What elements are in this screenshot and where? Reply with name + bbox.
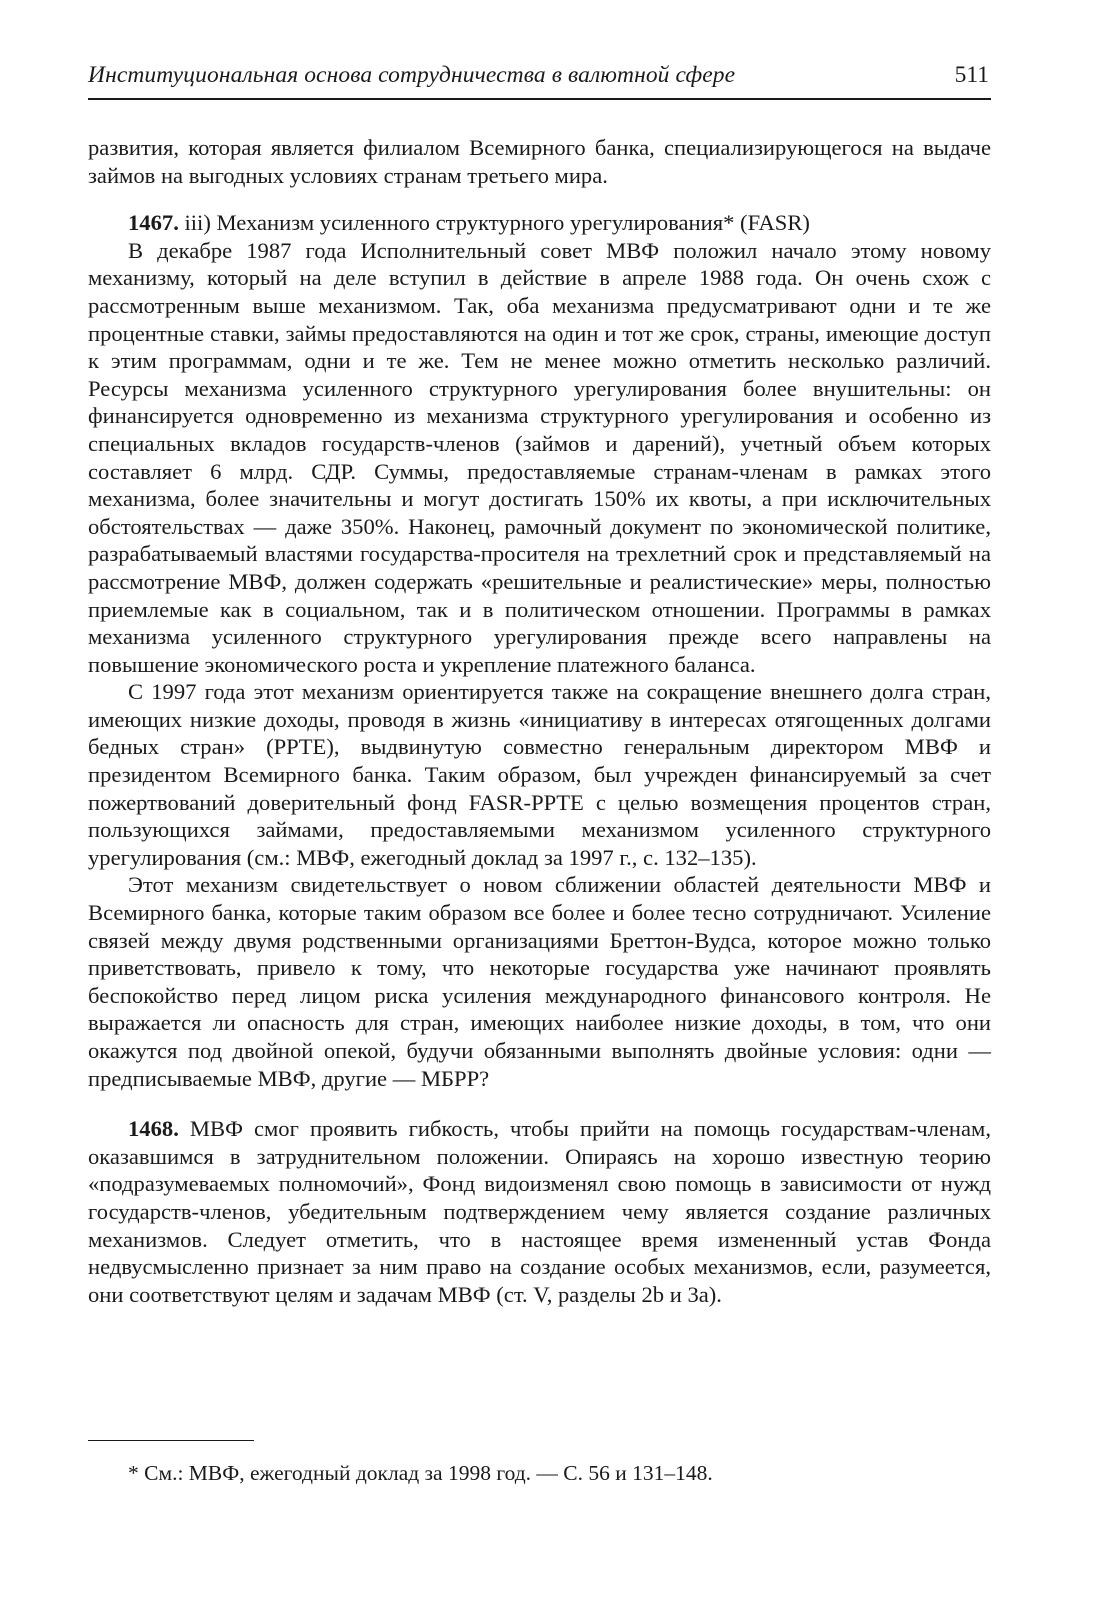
paragraph: С 1997 года этот механизм ориентируется также на сокращение внешнего долга стран, имеющих низкие доходы, проводя в жизнь «инициативу в интересах отягощенных долгами бедных стран» (PPTE), выдвинутую совместно генеральным директором МВФ и президентом Всемирного банка. Таким образом, был учрежден финансируемый за счет пожертвований доверительный фонд FASR-PPTE с целью возмещения процентов стран, пользующихся займами, предоставляемыми механизмом усиленного структурного урегулирования (см.: МВФ, ежегодный доклад за 1997 г., с. 132–135). [88, 679, 991, 870]
footnote-divider [88, 1440, 254, 1441]
section-number: 1468. [128, 1116, 179, 1142]
running-title: Институциональная основа сотрудничества в валютной сфере [88, 62, 736, 88]
section-1467-heading [88, 209, 991, 237]
section-1468-paragraph [88, 1115, 991, 1308]
section-number: 1467. [128, 210, 179, 236]
main-text [88, 134, 991, 1308]
paragraph-continuation: развития, которая является филиалом Всемирного банка, специализирующегося на выдаче займов на выгодных условиях странам третьего мира. [88, 135, 991, 188]
page-number: 511 [954, 62, 989, 88]
footnote: * См.: МВФ, ежегодный доклад за 1998 год. — С. 56 и 131–148. [128, 1461, 713, 1485]
section-title: iii) Механизм усиленного структурного урегулирования* (FASR) [178, 210, 810, 236]
section-text: МВФ смог проявить гибкость, чтобы прийти на помощь государствам-членам, оказавшимся в затруднительном положении. Опираясь на хорошо известную теорию «подразумеваемых полномочий», Фонд видоизменял свою помощь в зависимости от нужд государств-членов, убедительным подтверждением чему является создание различных механизмов. Следует отметить, что в настоящее время измененный устав Фонда недвусмысленно признает за ним право на создание особых механизмов, если, разумеется, они соответствуют целям и задачам МВФ (ст. V, разделы 2b и 3a). [88, 1116, 991, 1307]
running-header [88, 60, 991, 100]
paragraph: В декабре 1987 года Исполнительный совет МВФ положил начало этому новому механизму, который на деле вступил в действие в апреле 1988 года. Он очень схож с рассмотренным выше механизмом. Так, оба механизма предусматривают одни и те же процентные ставки, займы предоставляются на один и тот же срок, страны, имеющие доступ к этим программам, одни и те же. Тем не менее можно отметить несколько различий. Ресурсы механизма усиленного структурного урегулирования более внушительны: он финансируется одновременно из механизма структурного урегулирования и особенно из специальных вкладов государств-членов (займов и дарений), учетный объем которых составляет 6 млрд. СДР. Суммы, предоставляемые странам-членам в рамках этого механизма, более значительны и могут достигать 150% их квоты, а при исключительных обстоятельствах — даже 350%. Наконец, рамочный документ по экономической политике, разрабатываемый властями государства-просителя на трехлетний срок и представляемый на рассмотрение МВФ, должен содержать «решительные и реалистические» меры, полностью приемлемые как в социальном, так и в политическом отношении. Программы в рамках механизма усиленного структурного урегулирования прежде всего направлены на повышение экономического роста и укрепление платежного баланса. [88, 237, 991, 677]
paragraph: Этот механизм свидетельствует о новом сближении областей деятельности МВФ и Всемирного банка, которые таким образом все более и более тесно сотрудничают. Усиление связей между двумя родственными организациями Бреттон-Вудса, которое можно только приветствовать, привело к тому, что некоторые государства уже начинают проявлять беспокойство перед лицом риска усиления международного финансового контроля. Не выражается ли опасность для стран, имеющих наиболее низкие доходы, в том, что они окажутся под двойной опекой, будучи обязанными выполнять двойные условия: одни — предписываемые МВФ, другие — МБРР? [88, 872, 991, 1091]
